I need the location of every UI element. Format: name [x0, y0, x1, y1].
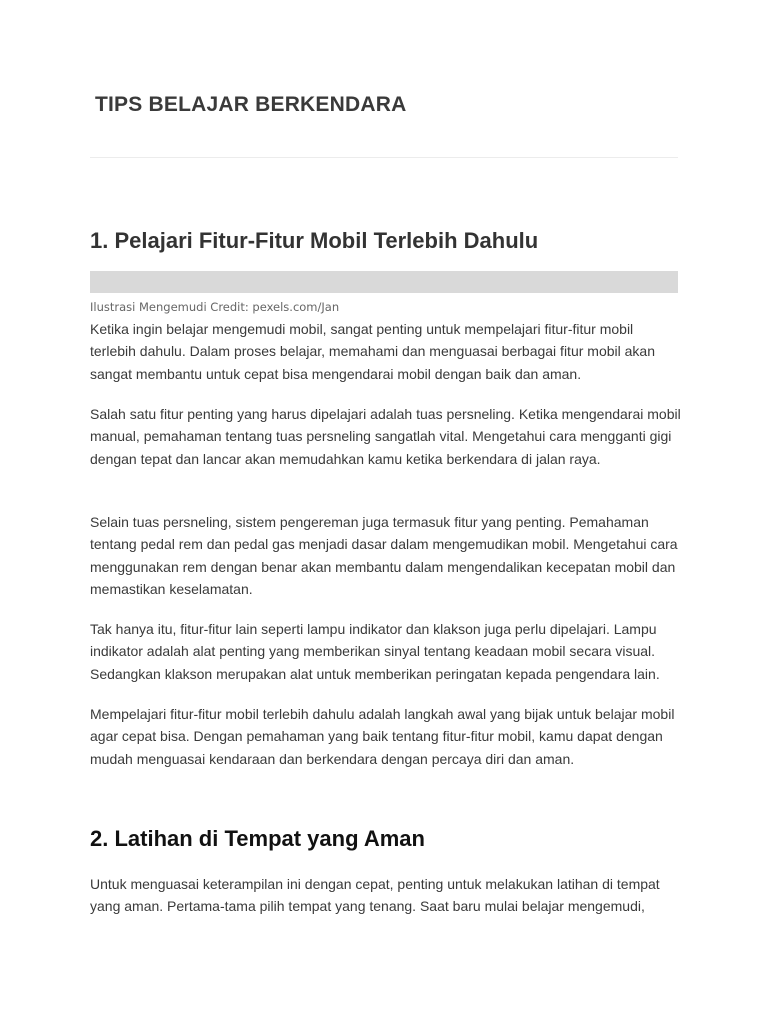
- paragraph: Mempelajari fitur-fitur mobil terlebih dahulu adalah langkah awal yang bijak untuk belajar mobil agar cepat bisa. Dengan pemahaman yang baik tentang fitur-fitur mobil, kamu dapat dengan mudah menguasai kendaraan dan berkendara dengan percaya diri dan aman.: [90, 706, 675, 767]
- paragraph: Ketika ingin belajar mengemudi mobil, sangat penting untuk mempelajari fitur-fitur mobil terlebih dahulu. Dalam proses belajar, memahami dan menguasai berbagai fitur mobil akan sangat membantu untuk cepat bisa mengendarai mobil dengan baik dan aman.: [90, 321, 655, 382]
- paragraph: Selain tuas persneling, sistem pengereman juga termasuk fitur yang penting. Pemahaman tentang pedal rem dan pedal gas menjadi dasar dalam mengemudikan mobil. Mengetahui cara menggunakan rem dengan benar akan membantu dalam mengendalikan kecepatan mobil dan memastikan keselamatan.: [90, 514, 678, 598]
- section-heading-1: 1. Pelajari Fitur-Fitur Mobil Terlebih Dahulu: [90, 228, 539, 253]
- paragraph: Salah satu fitur penting yang harus dipelajari adalah tuas persneling. Ketika mengendarai mobil manual, pemahaman tentang tuas persneling sangatlah vital. Mengetahui cara mengganti gigi dengan tepat dan lancar akan memudahkan kamu ketika berkendara di jalan raya.: [90, 406, 681, 467]
- paragraph: Tak hanya itu, fitur-fitur lain seperti lampu indikator dan klakson juga perlu dipelajari. Lampu indikator adalah alat penting yang memberikan sinyal tentang keadaan mobil secara visual. Sedangkan klakson merupakan alat untuk memberikan peringatan kepada pengendara lain.: [90, 621, 660, 682]
- page-title: TIPS BELAJAR BERKENDARA: [95, 93, 407, 116]
- section-heading-2: 2. Latihan di Tempat yang Aman: [90, 826, 425, 851]
- divider: [90, 157, 678, 158]
- image-caption: Ilustrasi Mengemudi Credit: pexels.com/Jan: [90, 300, 340, 314]
- article-image: [90, 271, 678, 293]
- paragraph: Untuk menguasai keterampilan ini dengan cepat, penting untuk melakukan latihan di tempat yang aman. Pertama-tama pilih tempat yang tenang. Saat baru mulai belajar mengemudi,: [90, 876, 660, 915]
